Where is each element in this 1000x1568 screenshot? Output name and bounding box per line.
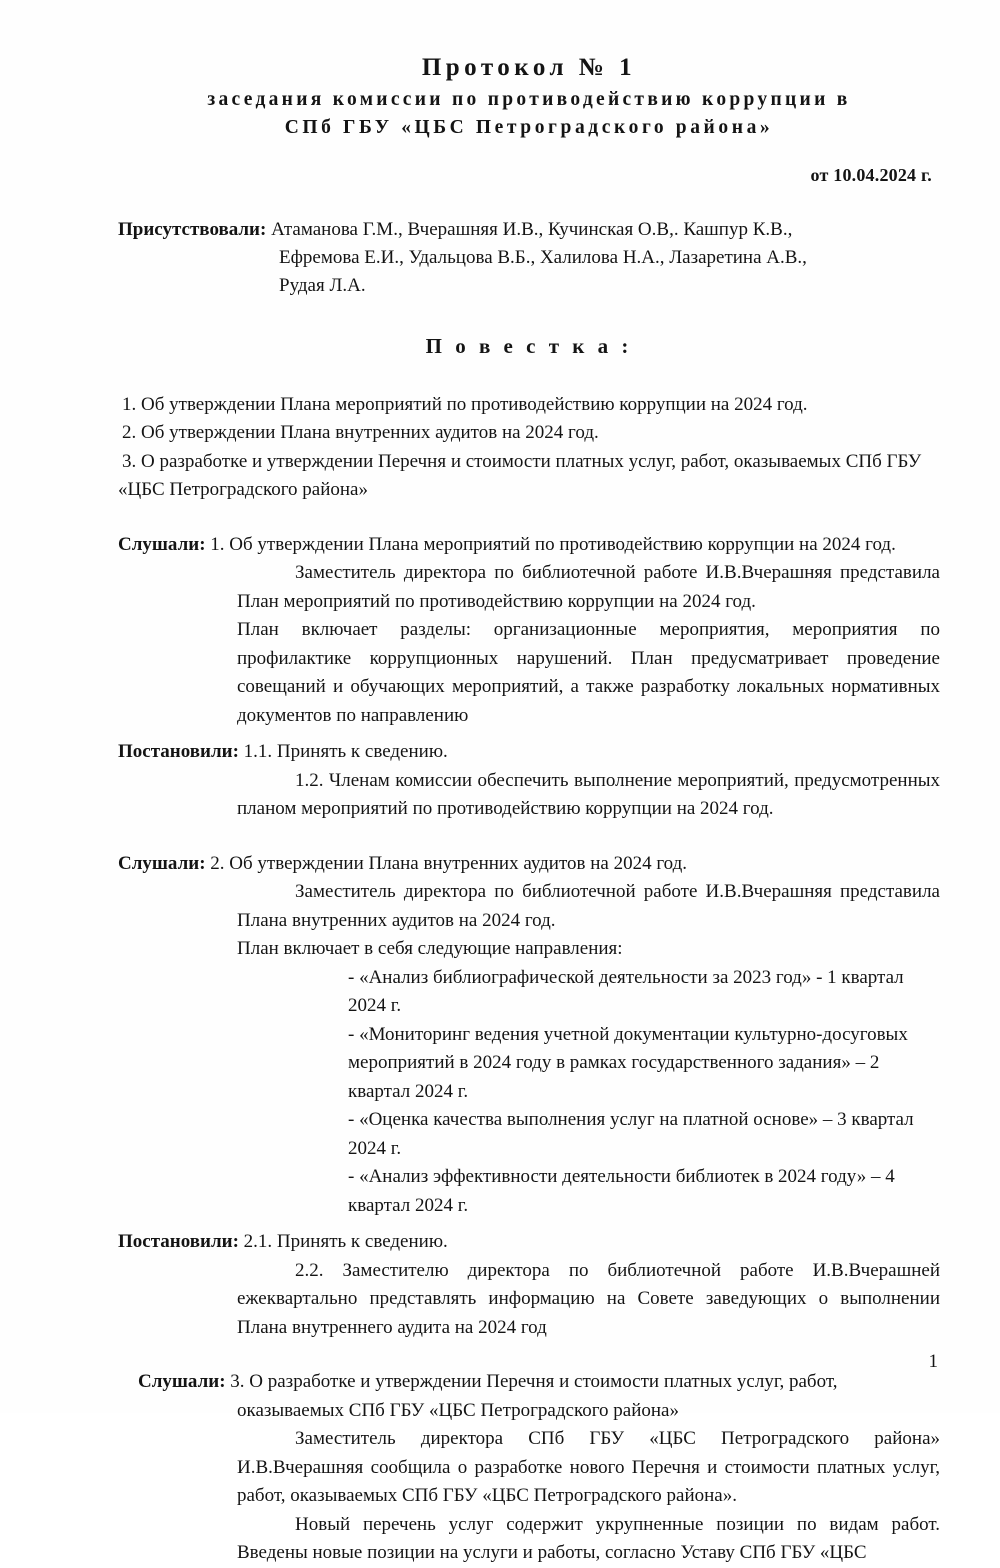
agenda-item: 1. Об утверждении Плана мероприятий по противодействию коррупции на 2024 год. — [122, 393, 808, 415]
agenda-item: 2. Об утверждении Плана внутренних аудитов на 2024 год. — [122, 422, 599, 444]
decided-1-2-text: 1.2. Членам комиссии обеспечить выполнение мероприятий, предусмотренных планом мероприятий по противодействию коррупции на 2024 год. — [237, 769, 940, 820]
attendees-line-3: Рудая Л.А. — [279, 274, 366, 296]
decided-2-lead — [118, 1228, 940, 1257]
decided-label: Постановили: — [118, 1231, 239, 1253]
section-decided-2 — [118, 1228, 940, 1342]
audit-direction-item: - «Оценка качества выполнения услуг на платной основе» – 3 квартал 2024 г. — [348, 1109, 914, 1159]
section-decided-1 — [118, 738, 940, 824]
decided-2-1-text: 2.1. Принять к сведению. — [243, 1231, 448, 1253]
attendees-line-2: Ефремова Е.И., Удальцова В.Б., Халилова Н.А., Лазаретина А.В., — [279, 246, 807, 268]
heard-2-paragraph-1: Заместитель директора по библиотечной работе И.В.Вчерашняя представила Плана внутренних аудитов на 2024 год. — [237, 881, 940, 931]
heard-label: Слушали: — [118, 533, 206, 555]
decided-2-2-text: 2.2. Заместителю директора по библиотечной работе И.В.Вчерашней ежеквартально представлять информацию на Совете заведующих о выполнении Плана внутреннего аудита на 2024 год — [237, 1259, 940, 1338]
section-heard-2 — [118, 850, 940, 1221]
heard-2-text: 2. Об утверждении Плана внутренних аудитов на 2024 год. — [210, 852, 688, 874]
document-subtitle-line1: заседания комиссии по противодействию коррупции в — [207, 89, 851, 110]
agenda-list — [118, 391, 940, 505]
attendees-line-1: Атаманова Г.М., Вчерашняя И.В., Кучинская О.В,. Кашпур К.В., — [271, 218, 793, 240]
agenda-heading: П о в е с т к а : — [425, 333, 633, 358]
attendees-first-line — [118, 216, 940, 244]
section-heard-1 — [118, 531, 940, 731]
audit-direction-item: - «Анализ библиографической деятельности за 2023 год» - 1 квартал 2024 г. — [348, 966, 904, 1017]
heard-3-paragraph-2: Новый перечень услуг содержит укрупненные позиции по видам работ. Введены новые позиции на услуги и работы, согласно Уставу СПб ГБУ «ЦБС — [237, 1513, 940, 1564]
heard-3-paragraph-1: Заместитель директора СПб ГБУ «ЦБС Петроградского района» И.В.Вчерашняя сообщила о разработке нового Перечня и стоимости платных услуг, работ, оказываемых СПб ГБУ «ЦБС Петроградского района». — [237, 1428, 940, 1507]
heard-2-paragraph-2: План включает в себя следующие направления: — [237, 938, 623, 960]
decided-1-1-text: 1.1. Принять к сведению. — [243, 741, 448, 763]
heard-2-lead — [118, 850, 940, 879]
page-title: Протокол № 1 — [421, 54, 637, 81]
heard-3-text-line1: 3. О разработке и утверждении Перечня и стоимости платных услуг, работ, — [230, 1371, 838, 1393]
heard-1-lead — [118, 531, 940, 560]
agenda-item: 3. О разработке и утверждении Перечня и стоимости платных услуг, работ, оказываемых СПб ГБУ «ЦБС Петроградского района» — [118, 450, 922, 501]
heard-3-lead — [138, 1368, 940, 1397]
audit-direction-item: - «Анализ эффективности деятельности библиотек в 2024 году» – 4 квартал 2024 г. — [348, 1166, 895, 1216]
heard-1-paragraph-1: Заместитель директора по библиотечной работе И.В.Вчерашняя представила План мероприятий по противодействию коррупции на 2024 год. — [237, 562, 940, 612]
heard-label: Слушали: — [118, 852, 206, 874]
document-date: от 10.04.2024 г. — [810, 164, 932, 185]
attendees-block — [118, 216, 940, 300]
heard-1-text: 1. Об утверждении Плана мероприятий по противодействию коррупции на 2024 год. — [210, 533, 896, 555]
heard-3-text-line2: оказываемых СПб ГБУ «ЦБС Петроградского района» — [237, 1399, 679, 1421]
audit-direction-item: - «Мониторинг ведения учетной документации культурно-досуговых мероприятий в 2024 году в рамках государственного задания» – 2 квартал 2024 г. — [348, 1023, 908, 1102]
decided-label: Постановили: — [118, 741, 239, 763]
heard-label: Слушали: — [138, 1371, 226, 1393]
section-heard-3 — [118, 1368, 940, 1568]
document-content — [118, 52, 940, 1568]
audit-directions-list — [348, 964, 940, 1221]
decided-1-lead — [118, 738, 940, 767]
attendees-label: Присутствовали: — [118, 218, 267, 240]
heard-1-paragraph-2: План включает разделы: организационные мероприятия, мероприятия по профилактике коррупционных нарушений. План предусматривает проведение совещаний и обучающих мероприятий, а также разработку локальных нормативных документов по направлению — [237, 619, 940, 726]
page-number: 1 — [928, 1351, 938, 1372]
document-subtitle-line2: СПб ГБУ «ЦБС Петроградского района» — [284, 117, 774, 139]
